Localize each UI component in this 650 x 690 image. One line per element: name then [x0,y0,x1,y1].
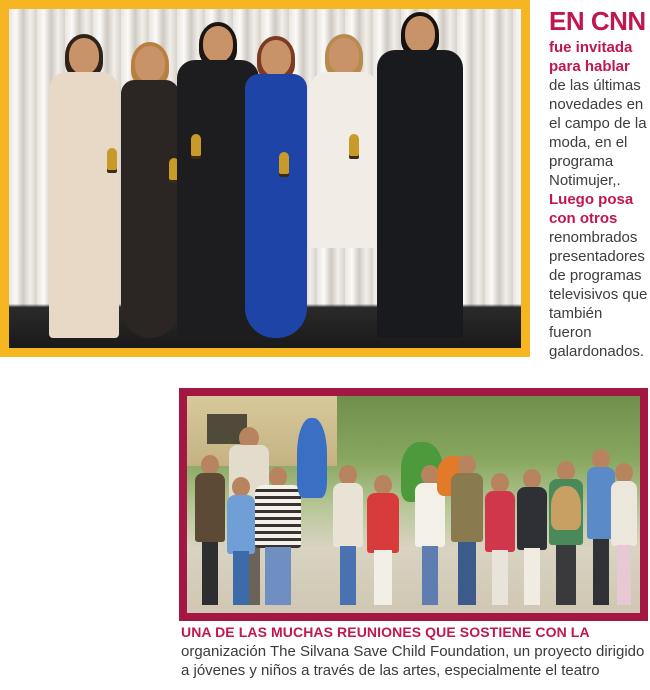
article-text-2: renombrados presentadores de programas televisivos que también fueron galardonados. [549,229,648,360]
photo-caption [181,623,649,680]
article-lead: EN CNN [549,6,646,36]
puppet [551,486,581,530]
caption-text: organización The Silvana Save Child Foundation, un proyecto dirigido a jóvenes y niños a través de las artes, especialmente el teatro [181,643,645,679]
child-striped-shirt [255,467,301,605]
person-white-dress [309,38,379,338]
children-photo-frame [179,388,648,621]
child-figure [227,477,255,605]
child-figure [333,465,363,605]
child-figure [549,461,583,605]
child-figure [195,455,225,605]
child-figure [517,469,547,605]
children-photo [187,396,640,613]
article-highlight-2: Luego posa con otros [549,191,634,227]
child-red-shirt [367,475,399,605]
puppet [297,418,327,498]
person-black-dress [121,46,179,338]
top-article-text [549,6,649,361]
person-blue-gown [245,40,307,338]
award-photo-frame [0,0,530,357]
child-figure [485,473,515,605]
award-photo [9,9,521,348]
person-dark-suit [377,16,463,338]
child-figure [451,455,483,605]
caption-lead: UNA DE LAS MUCHAS REUNIONES QUE SOSTIENE CON LA [181,624,590,640]
person-white-suit [49,38,119,338]
child-figure [611,463,637,605]
article-text-1: de las últimas novedades en el campo de la moda, en el programa Notimujer,. [549,77,647,189]
article-highlight-1: fue invitada para hablar [549,39,633,75]
